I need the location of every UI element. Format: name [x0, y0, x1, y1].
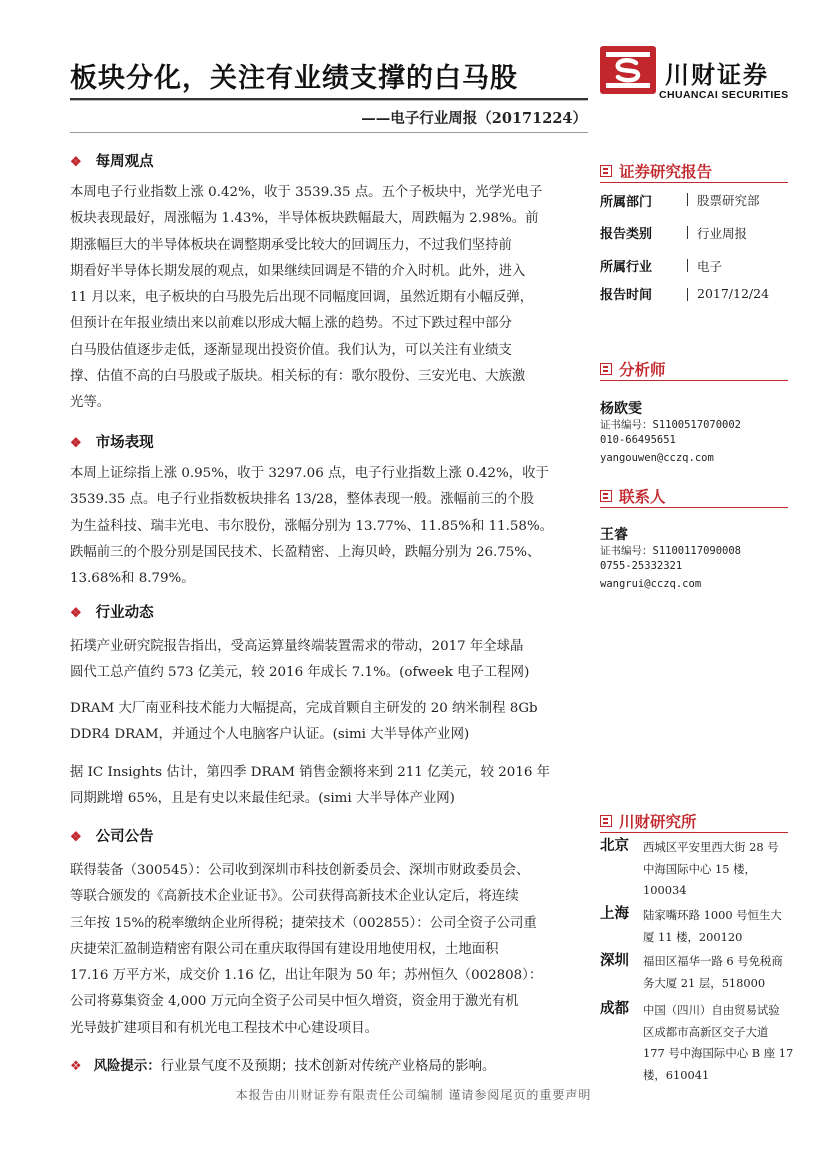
text-line: 3539.35 点。电子行业指数板块排名 13/28，整体表现一般。涨幅前三的个股	[70, 492, 535, 508]
section-heading-industry: ❖ 行业动态	[70, 604, 154, 621]
market-paragraph	[70, 461, 582, 592]
text-line: 三年按 15%的税率缴纳企业所得税；捷荣技术（002855）：公司全资子公司重	[70, 915, 537, 931]
risk-notice: ❖ 风险提示：行业景气度不及预期；技术创新对传统产业格局的影响。	[70, 1058, 496, 1074]
analyst-email[interactable]: yangouwen@cczq.com	[600, 452, 714, 464]
diamond-bullet-icon: ❖	[70, 606, 82, 621]
text-line: 白马股估值逐步走低，逐渐显现出投资价值。我们认为，可以关注有业绩支	[70, 342, 512, 358]
sidebar-heading-analyst: 分析师	[600, 358, 666, 380]
text-line: 期看好半导体长期发展的观点，如果继续回调是不错的介入时机。此外，进入	[70, 263, 526, 279]
text-line: 13.68%和 8.79%。	[70, 571, 195, 587]
sidebar-heading-report: 证券研究报告	[600, 160, 712, 182]
text-line: 但预计在年报业绩出来以前难以形成大幅上涨的趋势。不过下跌过程中部分	[70, 316, 512, 332]
brand-name: 川财证券	[665, 60, 769, 89]
text-line: 拓墣产业研究院报告指出，受高运算量终端装置需求的带动，2017 年全球晶	[70, 639, 524, 654]
text-line: 期涨幅巨大的半导体板块在调整期承受比较大的回调压力，不过我们坚持前	[70, 237, 512, 253]
info-value: 行业周报	[697, 226, 748, 241]
text-line: 光导鼓扩建项目和有机光电工程技术中心建设项目。	[70, 1020, 378, 1036]
office-address: 西城区平安里西大街 28 号 中海国际中心 15 楼， 100034	[643, 840, 779, 897]
chuancai-logo-icon	[600, 46, 656, 94]
office-address: 福田区福华一路 6 号免税商 务大厦 21 层，518000	[643, 954, 783, 990]
contact-cert: 证书编号：S1100117090008	[600, 545, 742, 557]
info-value: 股票研究部	[697, 193, 760, 208]
brand-english-name: CHUANCAI SECURITIES	[659, 89, 789, 101]
weekly-paragraph	[70, 180, 582, 417]
report-title: 板块分化，关注有业绩支撑的白马股	[70, 63, 518, 94]
text-line: 撑、估值不高的白马股或子版块。相关标的有：歌尔股份、三安光电、大族激	[70, 369, 526, 385]
diamond-bullet-icon: ❖	[70, 436, 82, 451]
contact-phone: 0755-25332321	[600, 560, 683, 572]
document-icon	[600, 165, 612, 177]
text-line: 本周上证综指上涨 0.95%，收于 3297.06 点，电子行业指数上涨 0.42%，收于	[70, 466, 549, 481]
text-line: DDR4 DRAM，并通过个人电脑客户认证。(simi 大半导体产业网)	[70, 727, 470, 743]
info-label: 报告时间	[600, 288, 653, 303]
text-line: 联得装备（300545）：公司收到深圳市科技创新委员会、深圳市财政委员会、	[70, 863, 530, 878]
diamond-bullet-icon: ❖	[70, 1059, 82, 1074]
text-line: 圆代工总产值约 573 亿美元，较 2016 年成长 7.1%。(ofweek 电子工程网)	[70, 665, 530, 681]
sidebar-rule	[600, 380, 788, 381]
text-line: DRAM 大厂南亚科技术能力大幅提高，完成首颗自主研发的 20 纳米制程 8Gb	[70, 701, 538, 716]
text-line: 17.16 万平方米，成交价 1.16 亿，出让年限为 50 年；苏州恒久（002808）：	[70, 968, 543, 984]
section-heading-market: ❖ 市场表现	[70, 434, 154, 451]
industry-item	[70, 634, 582, 687]
info-label: 所属行业	[600, 260, 653, 275]
section-heading-company: ❖ 公司公告	[70, 828, 154, 845]
text-line: 板块表现最好，周涨幅为 1.43%，半导体板块跌幅最大，周跌幅为 2.98%。前	[70, 211, 539, 227]
company-paragraph	[70, 858, 582, 1042]
info-separator	[687, 226, 688, 239]
contact-email[interactable]: wangrui@cczq.com	[600, 578, 702, 590]
analyst-phone: 010-66495651	[600, 434, 676, 446]
sidebar-heading-contact: 联系人	[600, 485, 666, 507]
text-line: 跌幅前三的个股分别是国民技术、长盈精密、上海贝岭，跌幅分别为 26.75%、	[70, 544, 541, 560]
text-line: 11 月以来，电子板块的白马股先后出现不同幅度回调，虽然近期有小幅反弹，	[70, 290, 534, 306]
industry-item	[70, 760, 582, 813]
industry-item	[70, 696, 582, 749]
info-value: 2017/12/24	[697, 286, 770, 301]
text-line: 公司将募集资金 4,000 万元向全资子公司吴中恒久增资，资金用于激光有机	[70, 994, 519, 1010]
text-line: 等联合颁发的《高新技术企业证书》。公司获得高新技术企业认定后，将连续	[70, 889, 519, 905]
diamond-bullet-icon: ❖	[70, 155, 82, 170]
info-separator	[687, 288, 688, 301]
sidebar-rule	[600, 182, 788, 183]
document-icon	[600, 363, 612, 375]
info-separator	[687, 259, 688, 272]
text-line: 本周电子行业指数上涨 0.42%，收于 3539.35 点。五个子板块中，光学光电子	[70, 185, 543, 200]
office-city: 上海	[600, 905, 629, 922]
text-line: 据 IC Insights 估计，第四季 DRAM 销售金额将来到 211 亿美元，较 2016 年	[70, 765, 551, 780]
office-city: 北京	[600, 837, 629, 854]
info-value: 电子	[697, 259, 723, 274]
document-icon	[600, 815, 612, 827]
text-line: 同期跳增 65%，且是有史以来最佳纪录。(simi 大半导体产业网)	[70, 791, 455, 807]
contact-name: 王睿	[600, 527, 628, 543]
office-city: 成都	[600, 1000, 629, 1017]
office-address: 陆家嘴环路 1000 号恒生大 厦 11 楼，200120	[643, 908, 782, 944]
report-subtitle: ——电子行业周报（20171224）	[361, 110, 587, 127]
office-city: 深圳	[600, 952, 629, 969]
sidebar-rule	[600, 507, 788, 508]
sidebar-rule	[600, 832, 788, 833]
info-separator	[687, 193, 688, 206]
document-icon	[600, 490, 612, 502]
office-address: 中国（四川）自由贸易试验 区成都市高新区交子大道 177 号中海国际中心 B 座 17 楼，610041	[643, 1003, 794, 1082]
section-heading-weekly: ❖ 每周观点	[70, 153, 154, 170]
info-label: 所属部门	[600, 195, 653, 210]
info-label: 报告类别	[600, 227, 653, 242]
diamond-bullet-icon: ❖	[70, 830, 82, 845]
text-line: 庆捷荣汇盈制造精密有限公司在重庆取得国有建设用地使用权，土地面积	[70, 941, 499, 957]
analyst-cert: 证书编号：S1100517070002	[600, 419, 742, 431]
page-footer: 本报告由川财证券有限责任公司编制 谨请参阅尾页的重要声明	[235, 1088, 592, 1102]
header-rule-thin	[70, 100, 588, 101]
analyst-name: 杨欧雯	[600, 401, 642, 417]
header-bottom-rule	[70, 132, 588, 133]
sidebar-heading-offices: 川财研究所	[600, 810, 697, 832]
text-line: 光等。	[70, 395, 111, 411]
text-line: 为生益科技、瑞丰光电、韦尔股份，涨幅分别为 13.77%、11.85%和 11.58%。	[70, 518, 554, 534]
